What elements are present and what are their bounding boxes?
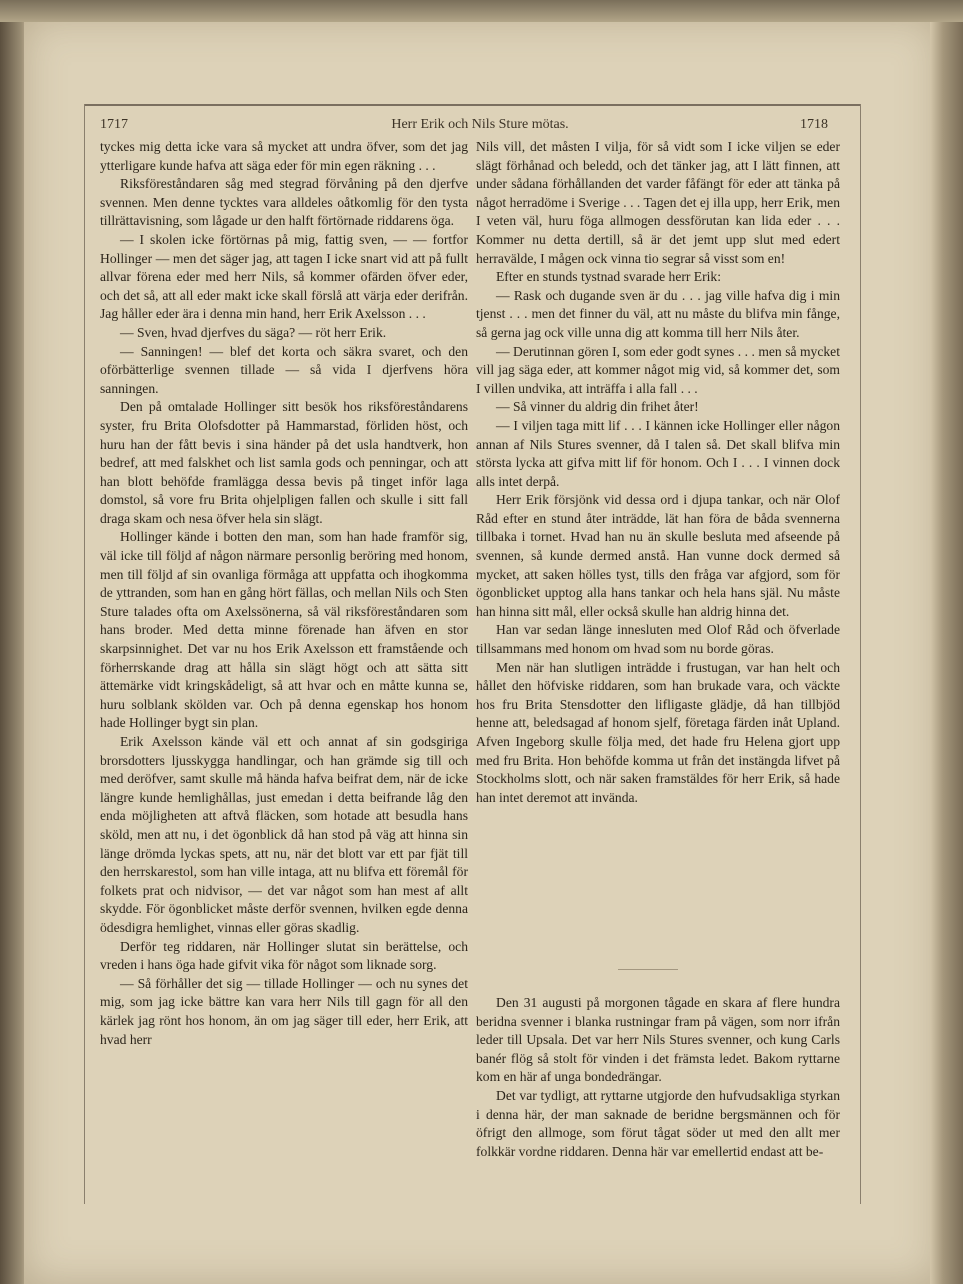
left-text-column [100, 138, 468, 1200]
paragraph: — Sven, hvad djerfves du säga? — röt herr Erik. [120, 324, 387, 340]
paragraph: — Så vinner du aldrig din frihet åter! [496, 399, 699, 415]
left-margin-rule [84, 104, 85, 1204]
header-rule [84, 104, 860, 106]
paragraph: — I skolen icke förtörnas på mig, fattig sven, — — fortfor Hollinger — men det säger jag, att tagen I icke snart vid att på fullt allvar förena eder med herr Nils, så kommer ofärden öfver eder, och det så, att all eder makt icke skall förslå att värja eder derifrån. Jag håller eder ära i denna min hand, herr Erik Axelsson . . . [100, 231, 468, 322]
right-page-number: 1718 [800, 117, 828, 132]
paragraph: — Så förhåller det sig — tillade Hollinger — och nu synes det mig, som jag icke bättre kan vara herr Nils till gagn för all den kärlek jag rönt hos honom, än om jag säger till eder, herr Erik, att hvad herr [100, 975, 468, 1047]
paragraph: Den på omtalade Hollinger sitt besök hos riksföreståndarens syster, fru Brita Olofsdotter på Hammarstad, förliden höst, och huru han der fått bevis i sina händer på det usla handtverk, hon bedref, att med falskhet och list samla gods och penningar, och att han blott behöfde framlägga dessa bevis på tinget inför laga domstol, så vore fru Brita ohjelpligen fallen och skulle i sitt fall draga skam och nesa öfver hela sin slägt. [100, 399, 468, 526]
right-margin-rule [860, 104, 861, 1204]
paragraph: — Rask och dugande sven är du . . . jag ville hafva dig i min tjenst . . . men det finner du väl, att nu måste du blifva min fånge, så gerna jag ock ville unna dig att komma till herr Nils åter. [476, 287, 840, 340]
left-page-number: 1717 [100, 117, 128, 132]
paragraph: Nils vill, det måsten I vilja, för så vidt som I icke viljen se eder slägt förhånad och beledd, och det tänker jag, att I lätt finnen, att under sådana förhållanden det varder fåfängt för eder att tänka på något herradöme i Sverige . . . Tagen det ej illa upp, herr Erik, men I veten väl, huru föga allmogen dessförutan kan lida eder . . . Kommer nu detta dertill, så är det jemt upp slut med edert herravälde, I mågen ock vinna tio segrar så visst som en! [476, 139, 840, 266]
paragraph: tyckes mig detta icke vara så mycket att undra öfver, som det jag ytterligare kunde hafva att säga eder för min egen räkning . . . [100, 139, 468, 173]
paragraph: Det var tydligt, att ryttarne utgjorde den hufvudsakliga styrkan i denna här, der man saknade de beridne bergsmännen och för öfrigt den allmoge, som förut tågat söder ut med den allt mer folkkär vordne riddaren. Denna här var emellertid endast att be- [476, 1087, 840, 1159]
paragraph: Han var sedan länge innesluten med Olof Råd och öfverlade tillsammans med honom om hvad som nu borde göras. [476, 622, 840, 657]
paragraph: — Derutinnan gören I, som eder godt synes . . . men så mycket vill jag säga eder, att kommer något mig vid, så kommer det, som I villen undvika, att inträffa i alla fall . . . [476, 343, 840, 396]
paragraph: Hollinger kände i botten den man, som han hade framför sig, väl icke till följd af någon närmare personlig beröring med honom, men till följd af sin ovanliga förmåga att uppfatta och ihogkomma de yttranden, som han en gång hört fällas, och mellan Nils och Sten Sture talades ofta om Axelssönerna, så väl riksföreståndaren som hans broder. Med detta minne förenade han äfven en stor skarpsinnighet. Det var nu hos Erik Axelsson ett framstående och förherrskande drag att hålla sin slägt högt och att sätta sitt ättemärke vidt kringskådeligt, så att hvar och en måtte kunna se, huru solblank skölden var. Och på denna egenskap hos honom hade Hollinger bygt sin plan. [100, 529, 468, 731]
right-text-column [476, 138, 840, 964]
paragraph: Erik Axelsson kände väl ett och annat af sin godsgiriga brorsdotters ljusskygga handlingar, och han grämde sig till och med deröfver, samt skulle må hända hafva beifrat dem, när de icke längre kunde hemlighållas, just emedan i detta beifrande låg den enda möjligheten att aftvå fläcken, som hotade att besudla hans sköld, men att nu, i det ögonblick då han stod på väg att hinna sin länge drömda lyckas spets, att nu, när det blott var ett par fjät till den herrskarestol, som han ville intaga, att nu blifva ett föremål för folkets prat och nidvisor, — det var något som han mest af allt skydde. För ögonblicket måste derför svennen, hvilken egde denna ödesdigra hemlighet, vinnas eller göras skadlig. [100, 734, 468, 935]
paragraph: Derför teg riddaren, när Hollinger slutat sin berättelse, och vreden i hans öga hade gifvit vika för något som liknade sorg. [100, 938, 468, 973]
page-edge-right [930, 0, 963, 1284]
paragraph: — I viljen taga mitt lif . . . I kännen icke Hollinger eller någon annan af Nils Stures svenner, då I talen så. Det skall blifva min största lycka att gifva mitt lif för honom. Och I . . . I vinnen dock alls intet derpå. [476, 417, 840, 489]
running-title: Herr Erik och Nils Sture mötas. [391, 117, 569, 132]
right-text-column-section-2 [476, 994, 840, 1202]
paragraph: Efter en stunds tystnad svarade herr Erik: [496, 269, 721, 285]
section-separator [618, 969, 678, 970]
paragraph: Men när han slutligen inträdde i frustugan, var han helt och hållet den höfviske riddaren, som han brukade vara, och väckte hos fru Brita Stensdotter den lifligaste glädje, då han tillbjöd henne att, beledsagad af honom sjelf, företaga färden inåt Upland. Afven Ingeborg skulle följa med, det hade fru Helena gjort upp med fru Brita. Hon behöfde komma ut från det instängda lifvet på Stockholms slott, och när saken framstäldes för herr Erik, så hade han intet deremot att invända. [476, 659, 840, 805]
paragraph: — Sanningen! — blef det korta och säkra svaret, och den oförbätterlige svennen tillade — så vida I djerfvens höra sanningen. [100, 343, 468, 396]
paragraph: Den 31 augusti på morgonen tågade en skara af flere hundra beridna svenner i blanka rustningar fram på vägen, som norr ifrån leder till Upsala. Det var herr Nils Stures svenner, och kung Carls banér flög så stolt för vinden i det främsta ledet. Bakom ryttarne kom en här af unga bondedrängar. [476, 995, 840, 1085]
page-top-edge [0, 0, 963, 22]
paragraph: Herr Erik försjönk vid dessa ord i djupa tankar, och när Olof Råd efter en stund åter inträdde, lät han föra de båda svennerna tillbaka i tornet. Hvad han nu än skulle besluta med afseende på svennen, så kunde dermed anstå. Han vunne dock dermed så mycket, att saken hölles tyst, tills den fråga var afgjord, som för ögonblicket upptog alla hans tankar och hela hans själ. Nu måste han hinna sitt mål, eller också skulle han aldrig hinna det. [476, 492, 840, 619]
paragraph: Riksföreståndaren såg med stegrad förvåning på den djerfve svennen. Men denne tycktes vara alldeles oåtkomlig för den tysta tillrättavisning, som lågade ur den halft förtörnade riddarens öga. [100, 176, 468, 229]
